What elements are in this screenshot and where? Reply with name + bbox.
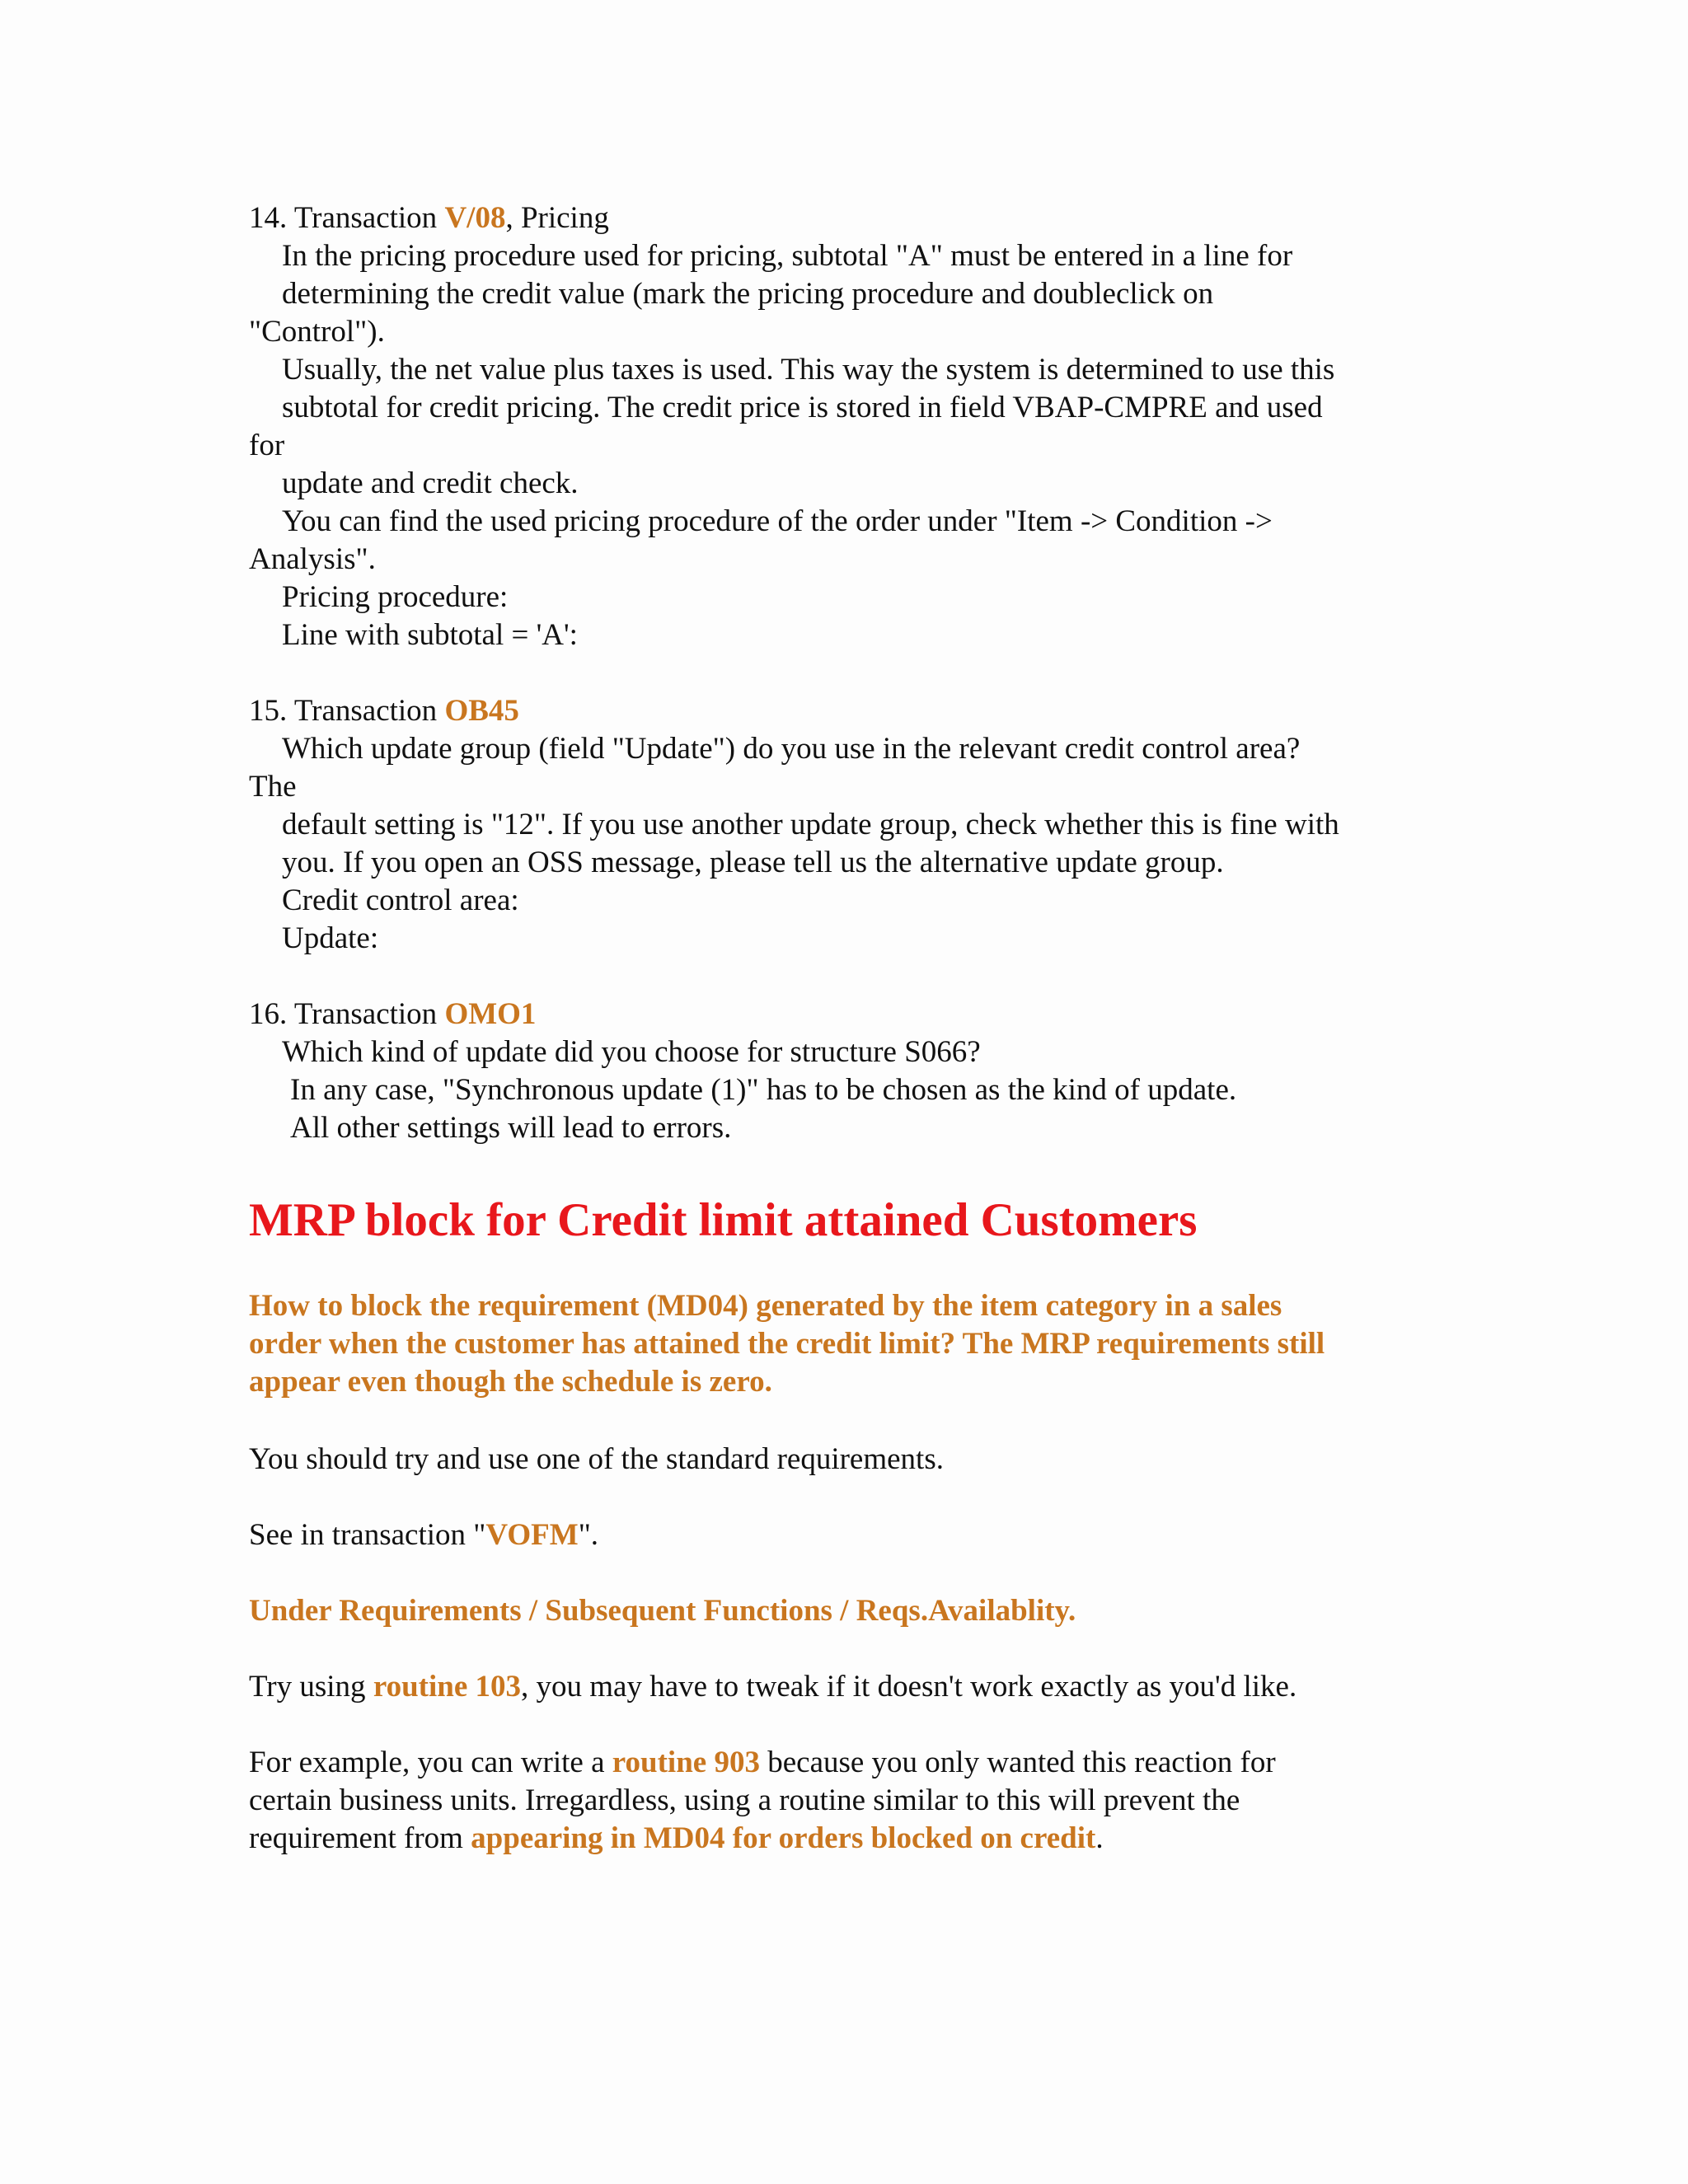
item-14-line-10: Pricing procedure:: [282, 580, 509, 614]
p5-l3-suffix: .: [1095, 1821, 1104, 1855]
item-14-line-8: You can find the used pricing procedure of the order under "Item -> Condition ->: [282, 504, 1273, 538]
transaction-code-omo1: OMO1: [444, 997, 537, 1031]
item-15-title: [249, 692, 519, 730]
p4-suffix: , you may have to tweak if it doesn't work exactly as you'd like.: [521, 1670, 1297, 1704]
item-14-line-1: In the pricing procedure used for pricing, subtotal "A" must be entered in a line for: [282, 239, 1293, 273]
item-14-line-4: Usually, the net value plus taxes is used. This way the system is determined to use this: [282, 353, 1335, 387]
item-15-line-2: The: [249, 770, 297, 804]
item-14-prefix: 14. Transaction: [249, 201, 445, 235]
item-16-title: [249, 996, 536, 1033]
item-15-prefix: 15. Transaction: [249, 694, 445, 728]
item-14-line-2: determining the credit value (mark the pricing procedure and doubleclick on: [282, 277, 1214, 311]
answer-paragraph-5-line-1: [249, 1744, 1276, 1782]
answer-paragraph-2: [249, 1516, 598, 1554]
item-15-line-1: Which update group (field "Update") do you use in the relevant credit control area?: [282, 732, 1301, 766]
item-16-prefix: 16. Transaction: [249, 997, 445, 1031]
p2-prefix: See in transaction ": [249, 1518, 486, 1552]
routine-103: routine 103: [373, 1670, 521, 1704]
item-15-line-6: Update:: [282, 921, 379, 955]
item-15-line-3: default setting is "12". If you use another update group, check whether this is fine with: [282, 808, 1339, 841]
p4-prefix: Try using: [249, 1670, 373, 1704]
transaction-code-vofm: VOFM: [485, 1518, 579, 1552]
item-15-line-5: Credit control area:: [282, 883, 519, 917]
item-15-line-4: you. If you open an OSS message, please tell us the alternative update group.: [282, 846, 1224, 879]
item-14-suffix: , Pricing: [505, 201, 609, 235]
p5-l1-suffix: because you only wanted this reaction for: [759, 1746, 1276, 1779]
answer-paragraph-1: You should try and use one of the standard requirements.: [249, 1442, 944, 1476]
item-14-line-6: for: [249, 429, 285, 462]
item-14-line-3: "Control").: [249, 315, 385, 349]
item-14-line-5: subtotal for credit pricing. The credit price is stored in field VBAP-CMPRE and used: [282, 391, 1323, 424]
item-14-line-11: Line with subtotal = 'A':: [282, 618, 578, 652]
item-16-line-2: In any case, "Synchronous update (1)" has to be chosen as the kind of update.: [290, 1073, 1237, 1107]
question-line-2: order when the customer has attained the credit limit? The MRP requirements still: [249, 1327, 1325, 1361]
question-line-1: How to block the requirement (MD04) generated by the item category in a sales: [249, 1289, 1282, 1323]
item-16-line-3: All other settings will lead to errors.: [290, 1111, 732, 1145]
section-heading: MRP block for Credit limit attained Customers: [249, 1194, 1198, 1246]
highlighted-phrase: appearing in MD04 for orders blocked on credit: [471, 1821, 1096, 1855]
menu-path: Under Requirements / Subsequent Functions / Reqs.Availablity.: [249, 1594, 1076, 1628]
transaction-code-v08: V/08: [444, 201, 506, 235]
item-16-line-1: Which kind of update did you choose for structure S066?: [282, 1035, 981, 1069]
item-14-line-7: update and credit check.: [282, 466, 579, 500]
routine-903: routine 903: [612, 1746, 760, 1779]
answer-paragraph-4: [249, 1668, 1296, 1706]
answer-paragraph-5-line-2: certain business units. Irregardless, using a routine similar to this will prevent the: [249, 1783, 1240, 1817]
answer-paragraph-5-line-3: [249, 1820, 1104, 1858]
p2-suffix: ".: [578, 1518, 599, 1552]
transaction-code-ob45: OB45: [444, 694, 519, 728]
item-14-line-9: Analysis".: [249, 542, 376, 576]
p5-l3-prefix: requirement from: [249, 1821, 471, 1855]
item-14-title: [249, 199, 609, 237]
question-line-3: appear even though the schedule is zero.: [249, 1365, 772, 1399]
p5-l1-prefix: For example, you can write a: [249, 1746, 612, 1779]
